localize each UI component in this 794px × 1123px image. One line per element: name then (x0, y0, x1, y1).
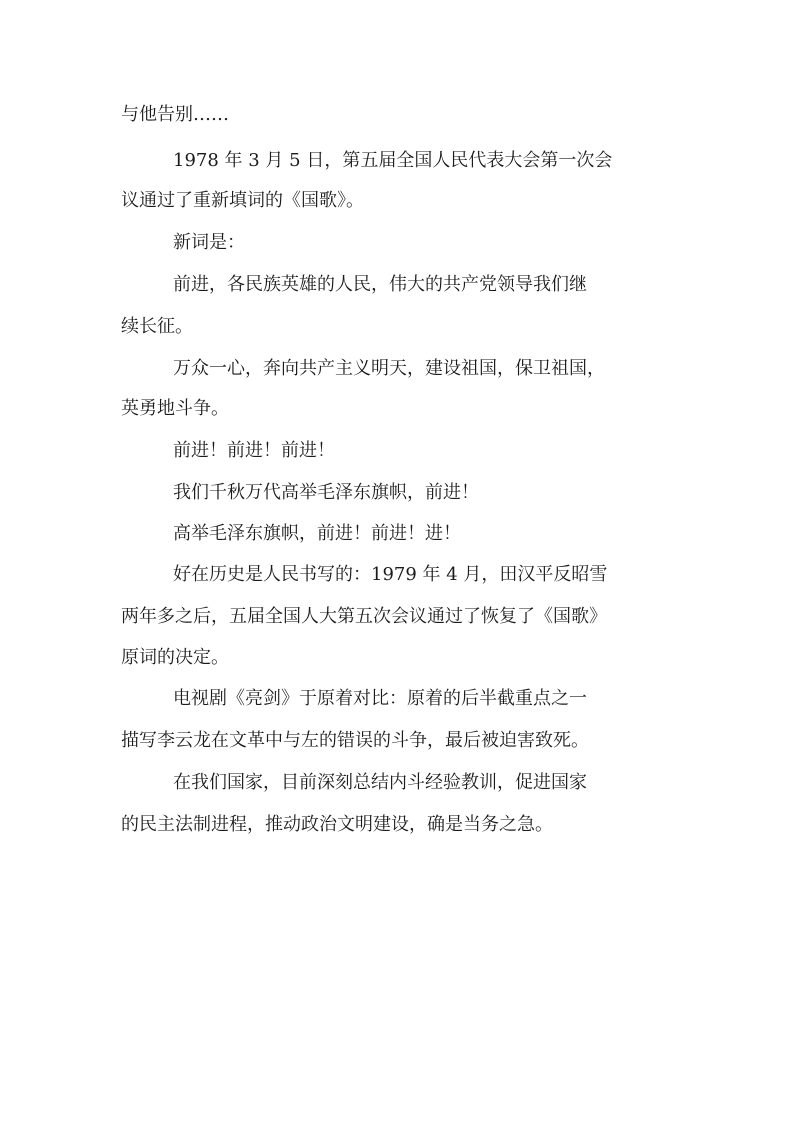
text-line: 1978 年 3 月 5 日，第五届全国人民代表大会第一次会 (173, 150, 613, 171)
text-line: 我们千秋万代高举毛泽东旗帜，前进！ (173, 482, 479, 503)
text-line: 好在历史是人民书写的：1979 年 4 月，田汉平反昭雪 (173, 564, 608, 585)
text-line: 两年多之后，五届全国人大第五次会议通过了恢复了《国歌》 (121, 606, 607, 627)
text-line: 的民主法制进程，推动政治文明建设，确是当务之急。 (121, 814, 553, 835)
text-line: 万众一心，奔向共产主义明天，建设祖国，保卫祖国， (173, 358, 605, 379)
text-line: 前进！前进！前进！ (173, 440, 335, 461)
text-line: 前进，各民族英雄的人民，伟大的共产党领导我们继 (173, 274, 587, 295)
text-line: 在我们国家，目前深刻总结内斗经验教训，促进国家 (173, 772, 587, 793)
text-line: 描写李云龙在文革中与左的错误的斗争，最后被迫害致死。 (121, 730, 589, 751)
text-line: 议通过了重新填词的《国歌》。 (121, 190, 364, 211)
text-line: 与他告别…… (121, 104, 229, 125)
text-line: 原词的决定。 (121, 647, 229, 668)
text-line: 英勇地斗争。 (121, 398, 229, 419)
text-line: 新词是： (173, 232, 245, 253)
text-line: 高举毛泽东旗帜，前进！前进！进！ (173, 523, 461, 544)
text-line: 电视剧《亮剑》于原着对比：原着的后半截重点之一 (173, 688, 587, 709)
text-line: 续长征。 (121, 316, 193, 337)
